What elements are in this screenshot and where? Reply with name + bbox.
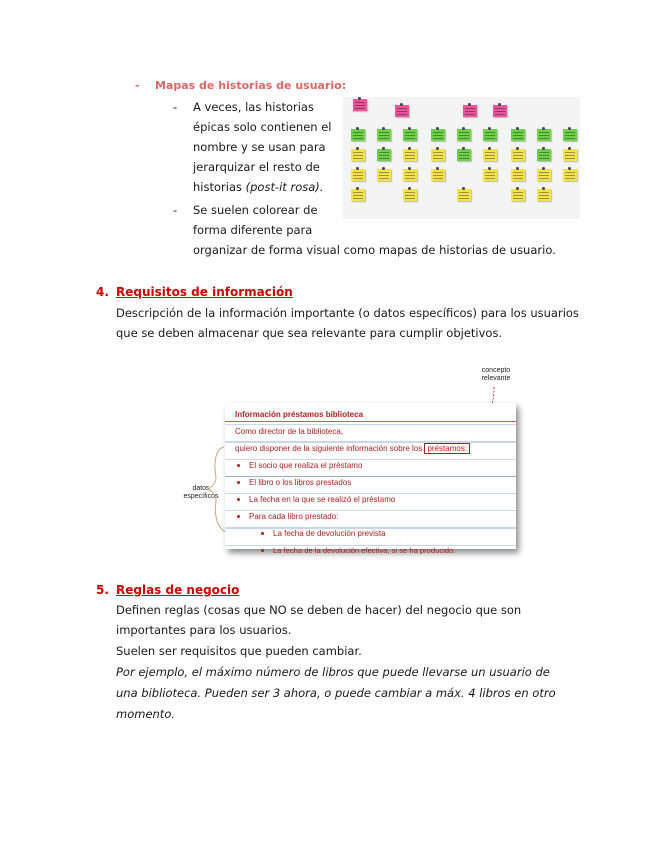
item1-last-prefix: historias (193, 180, 246, 194)
card-sub-bullet-1: La fecha de devolución prevista (273, 529, 386, 538)
post-it-note (403, 149, 417, 161)
post-it-note (457, 129, 471, 141)
annotation-left-line-2: específicos (183, 493, 219, 500)
card-line-2 (235, 444, 470, 453)
section-5-example-3: momento. (116, 707, 176, 721)
post-it-note (537, 149, 551, 161)
post-it-note (511, 169, 525, 181)
section-4-body-2: que se deben almacenar que sea relevante para cumplir objetivos. (116, 326, 503, 340)
card-bullet-dot (237, 515, 240, 518)
post-it-note (563, 169, 577, 181)
card-bullet-dot (237, 481, 240, 484)
post-it-note (395, 105, 409, 117)
item1-line-1: A veces, las historias (193, 100, 314, 114)
item2-line-3: organizar de forma visual como mapas de historias de usuario. (193, 243, 556, 257)
section-4-title: Requisitos de información (116, 285, 293, 299)
card-line-2-prefix: quiero disponer de la siguiente información sobre los (235, 444, 423, 453)
post-it-note (483, 129, 497, 141)
annotation-top-line-1: concepto (481, 367, 511, 374)
post-it-note (403, 169, 417, 181)
post-it-note (511, 149, 525, 161)
post-it-note (353, 99, 367, 111)
card-red-margin (225, 421, 516, 422)
dash-1: - (173, 100, 178, 114)
post-it-note (563, 149, 577, 161)
item1-line-2: épicas solo contienen el (193, 120, 332, 134)
post-it-note (563, 129, 577, 141)
post-it-note (483, 149, 497, 161)
section-5-example-1: Por ejemplo, el máximo número de libros que puede llevarse un usuario de (116, 665, 550, 679)
section-5-example-2: una biblioteca. Pueden ser 3 ahora, o puede cambiar a máx. 4 libros en otro (116, 686, 556, 700)
section-5-body-2: importantes para los usuarios. (116, 623, 292, 637)
post-it-note (493, 105, 507, 117)
section-5-number: 5. (96, 583, 109, 597)
post-it-note (403, 129, 417, 141)
post-it-note (537, 129, 551, 141)
post-it-note (377, 129, 391, 141)
index-card (225, 403, 516, 555)
post-it-note (457, 149, 471, 161)
annotation-top-line-2: relevante (481, 375, 511, 382)
post-it-note (377, 169, 391, 181)
post-it-note (511, 189, 525, 201)
card-bullet-3: La fecha en la que se realizó el préstamo (249, 495, 396, 504)
card-bullet-4: Para cada libro prestado: (249, 512, 339, 521)
post-it-note (511, 129, 525, 141)
card-line-1: Como director de la biblioteca, (235, 427, 344, 436)
item2-line-2: forma diferente para (193, 223, 313, 237)
section-4-body-1: Descripción de la información importante (o datos específicos) para los usuarios (116, 306, 579, 320)
section-5-title: Reglas de negocio (116, 583, 240, 597)
post-it-note (537, 169, 551, 181)
item1-line-5 (193, 177, 323, 197)
item1-line-4: jerarquizar el resto de (193, 160, 320, 174)
dash-2: - (173, 203, 178, 217)
item1-last-italic: (post-it rosa). (245, 180, 324, 194)
post-it-note (431, 169, 445, 181)
item1-line-3: nombre y se usan para (193, 140, 326, 154)
card-sub-bullet-2: La fecha de la devolución efectiva, si se ha producido. (273, 546, 456, 555)
card-title: Información préstamos biblioteca (235, 410, 364, 419)
post-it-note (483, 169, 497, 181)
post-it-note (351, 189, 365, 201)
information-card-image (176, 367, 522, 555)
post-it-note (431, 149, 445, 161)
post-it-note (537, 189, 551, 201)
card-bullet-dot (237, 498, 240, 501)
card-bullet-dot (237, 464, 240, 467)
bullet-dash: - (135, 79, 140, 92)
annotation-left-line-1: datos (192, 485, 210, 492)
post-it-note (377, 149, 391, 161)
section-5-body-3: Suelen ser requisitos que pueden cambiar. (116, 644, 362, 658)
section-4-number: 4. (96, 285, 109, 299)
post-it-note (351, 149, 365, 161)
post-it-note (431, 129, 445, 141)
post-it-note (351, 129, 365, 141)
card-sub-bullet-dot (261, 532, 264, 535)
card-bullet-2: El libro o los libros prestados (249, 478, 352, 487)
story-maps-heading: Mapas de historias de usuario: (155, 79, 347, 92)
post-it-note (457, 189, 471, 201)
card-sub-bullet-dot (261, 549, 264, 552)
post-it-note (351, 169, 365, 181)
item2-line-1: Se suelen colorear de (193, 203, 318, 217)
post-it-note (463, 105, 477, 117)
story-map-image (343, 97, 580, 219)
section-5-body-1: Definen reglas (cosas que NO se deben de hacer) del negocio que son (116, 603, 522, 617)
post-it-note (403, 189, 417, 201)
card-boxed-concept: préstamos: (424, 443, 470, 454)
card-bullet-1: El socio que realiza el préstamo (249, 461, 363, 470)
